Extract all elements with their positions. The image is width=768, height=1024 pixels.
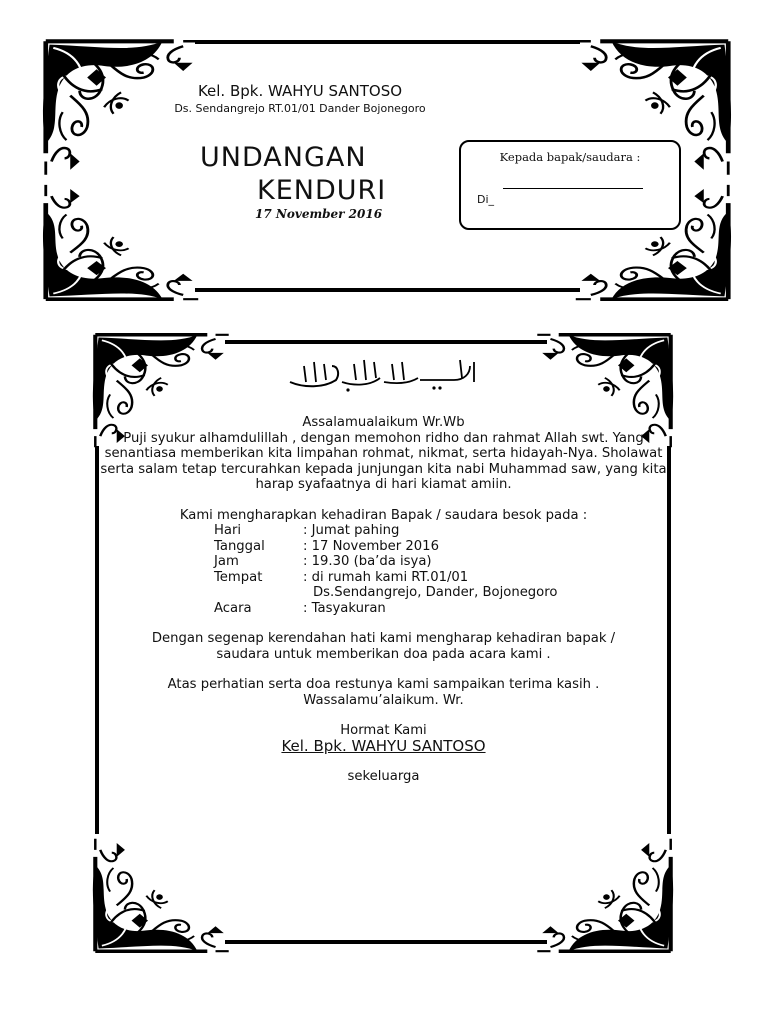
- basmala-calligraphy-icon: [284, 352, 484, 394]
- detail-value: Ds.Sendangrejo, Dander, Bojonegoro: [313, 585, 558, 600]
- ornament-corner-icon: [534, 836, 674, 954]
- detail-value: : di rumah kami RT.01/01: [303, 569, 469, 585]
- greeting: Assalamualaikum Wr.Wb: [302, 415, 465, 430]
- detail-value: : 17 November 2016: [303, 538, 439, 554]
- event-date: 17 November 2016: [255, 207, 383, 221]
- envelope-top-border: [195, 40, 580, 44]
- detail-label: Tempat: [214, 569, 263, 585]
- detail-label: Acara: [214, 600, 252, 616]
- closing-line: Wassalamu’alaikum. Wr.: [303, 692, 464, 708]
- detail-label: Hari: [214, 523, 242, 538]
- recipient-label: Kepada bapak/saudara :: [499, 150, 641, 164]
- regards-line: Hormat Kami: [340, 723, 427, 738]
- detail-label: Tanggal: [214, 538, 265, 554]
- detail-row: [96, 570, 671, 586]
- recipient-name-line: [503, 188, 643, 189]
- recipient-location-label: Di_: [477, 193, 495, 206]
- letter-top-border: [225, 340, 547, 344]
- recipient-location-line: [485, 228, 613, 229]
- detail-value: : Tasyakuran: [303, 600, 386, 616]
- detail-row: [96, 554, 671, 570]
- request-line: Kami mengharapkan kehadiran Bapak / saudara besok pada :: [179, 507, 588, 523]
- detail-row: [96, 585, 671, 601]
- detail-row: [96, 523, 671, 539]
- detail-row: [96, 601, 671, 617]
- hope-paragraph: Dengan segenap kerendahan hati kami mengharap kehadiran bapak / saudara untuk memberikan doa pada acara kami .: [151, 631, 616, 662]
- family-address: Ds. Sendangrejo RT.01/01 Dander Bojonegoro: [174, 102, 426, 115]
- envelope-bottom-border: [195, 288, 580, 292]
- intro-paragraph: Puji syukur alhamdulillah , dengan memohon ridho dan rahmat Allah swt. Yang senantiasa memberikan kita limpahan rohmat, nikmat, serta hidayah-Nya. Sholawat serta salam tetap tercurahkan kepada junjungan kita nabi Muhammad saw, yang kita harap syafaatnya di hari kiamat amiin.: [100, 430, 667, 492]
- family-header: Kel. Bpk. WAHYU SANTOSO: [197, 82, 403, 100]
- recipient-box: [459, 140, 681, 230]
- detail-label: Jam: [214, 554, 239, 569]
- invitation-title-line2: KENDURI: [257, 175, 387, 206]
- ornament-corner-icon: [42, 182, 202, 302]
- ornament-corner-icon: [92, 836, 232, 954]
- signature-name: Kel. Bpk. WAHYU SANTOSO: [281, 736, 486, 755]
- detail-row: [96, 539, 671, 555]
- detail-value: : Jumat pahing: [303, 523, 400, 538]
- letter-body: [96, 415, 671, 785]
- detail-value: : 19.30 (ba’da isya): [303, 554, 432, 569]
- letter-bottom-border: [225, 940, 547, 944]
- family-signoff: sekeluarga: [347, 769, 420, 784]
- thanks-line: Atas perhatian serta doa restunya kami sampaikan terima kasih .: [167, 677, 600, 692]
- invitation-title-line1: UNDANGAN: [200, 142, 367, 173]
